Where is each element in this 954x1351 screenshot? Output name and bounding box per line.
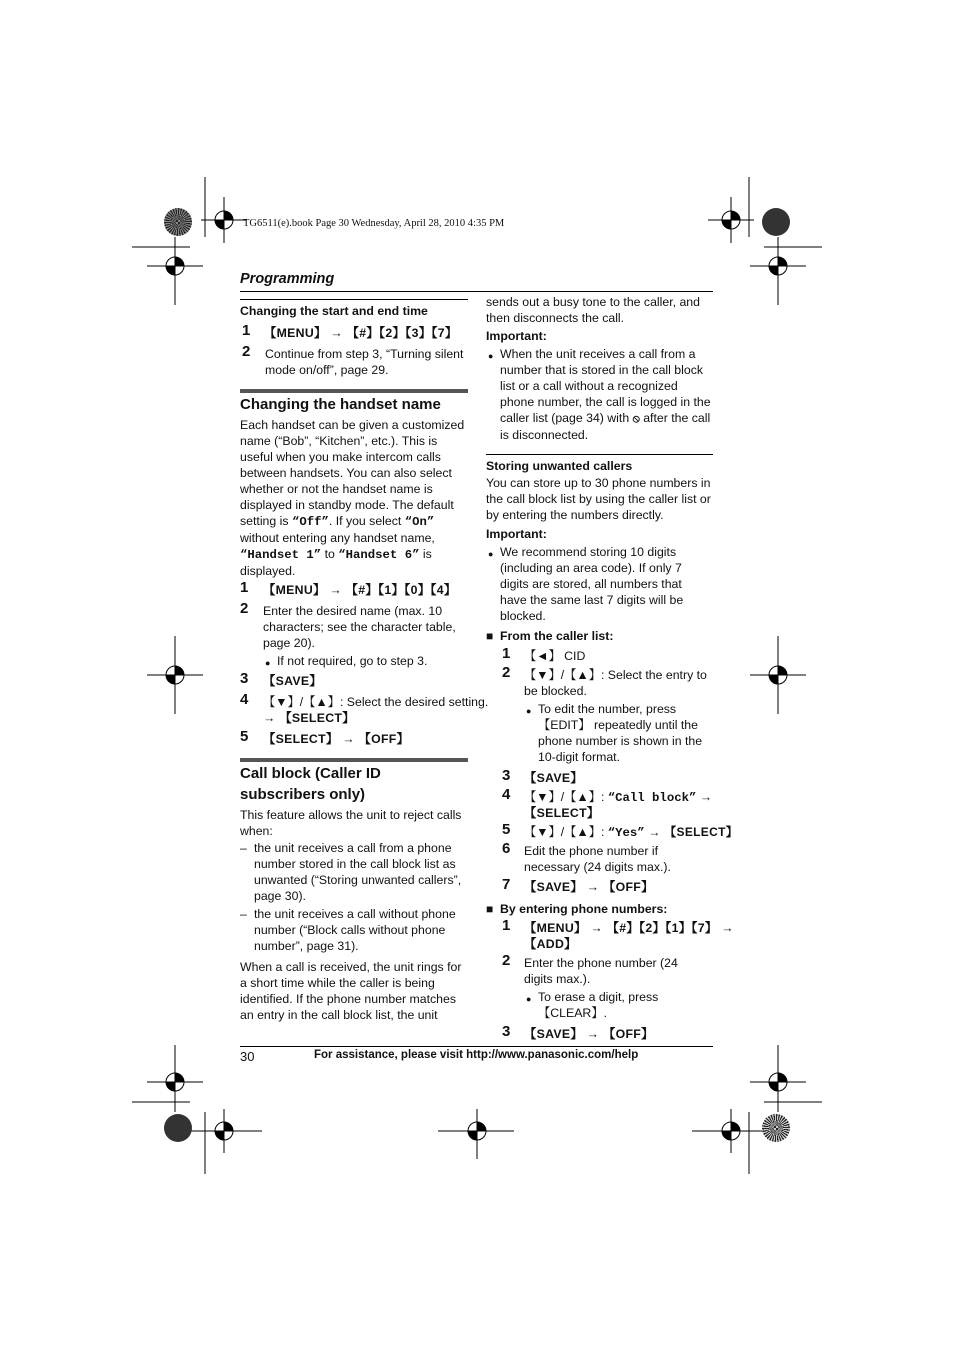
call-block-intro: This feature allows the unit to reject calls when:: [240, 808, 462, 838]
print-header: TG6511(e).book Page 30 Wednesday, April 28, 2010 4:35 PM: [243, 218, 505, 229]
subsection-title: Storing unwanted callers: [486, 459, 633, 473]
square-bullet-icon: ■: [486, 902, 494, 916]
footer-rule: [240, 1046, 713, 1047]
step-number: 7: [502, 876, 511, 893]
step-number: 4: [502, 786, 511, 803]
registration-mark-icon: [164, 1114, 192, 1142]
step-bullet: ● If not required, go to step 3.: [277, 653, 427, 669]
step-number: 1: [502, 645, 511, 662]
step-text: Enter the desired name (max. 10 characters; see the character table, page 20).: [263, 604, 456, 650]
square-bullet-icon: ■: [486, 629, 494, 643]
section-heading: subscribers only): [240, 786, 366, 803]
step-number: 1: [502, 917, 511, 934]
step-text: 【SAVE】: [263, 674, 322, 688]
step-number: 2: [242, 343, 251, 360]
step-number: 4: [240, 691, 249, 708]
dash-item-text: the unit receives a call without phone number (“Block calls without phone number”, page 31).: [254, 907, 456, 953]
step-text: 【▼】/【▲】: Select the desired setting.: [263, 695, 489, 709]
step-text: 【◄】 CID: [524, 649, 586, 663]
step-text: Edit the phone number if necessary (24 digits max.).: [524, 844, 671, 874]
handset-name-description: Each handset can be given a customized name (“Bob”, “Kitchen”, etc.). This is useful when you make intercom calls between handsets. You can also select whether or not the handset name is displayed in standby mode. The default setting is “Off”. If you select “On” without entering any handset name, “Handset 1” to “Handset 6” is displayed.: [240, 418, 465, 578]
step-text: 【SELECT】 → 【OFF】: [263, 732, 410, 746]
section-bar: [240, 389, 468, 393]
step-text: 【SAVE】: [524, 771, 583, 785]
section-bar: [240, 758, 468, 762]
step-number: 3: [502, 767, 511, 784]
step-number: 5: [240, 728, 249, 745]
dash-item-text: the unit receives a call from a phone number stored in the call block list as unwanted (“Storing unwanted callers”, page 30).: [254, 841, 462, 903]
important-bullet: ● We recommend storing 10 digits (including an area code). If only 7 digits are stored, all numbers that have the same last 7 digits will be blocked.: [500, 544, 695, 624]
step-bullet: ● To erase a digit, press 【CLEAR】.: [538, 989, 678, 1021]
important-bullet: ● When the unit receives a call from a number that is stored in the call block list or a call without a recognized phone number, the call is logged in the caller list (page 34) with ⦸ after the call is disconnected.: [500, 346, 713, 443]
section-heading: Changing the handset name: [240, 396, 441, 413]
step-text: → 【SELECT】: [263, 711, 355, 725]
step-number: 6: [502, 840, 511, 857]
step-text: 【SELECT】: [524, 806, 600, 820]
subsection-rule: [486, 454, 713, 455]
step-number: 5: [502, 821, 511, 838]
step-text: 【▼】/【▲】: “Yes” → 【SELECT】: [524, 825, 738, 840]
step-text: Enter the phone number (24 digits max.).: [524, 956, 678, 986]
step-number: 2: [240, 600, 249, 617]
step-text: 【SAVE】 → 【OFF】: [524, 880, 654, 894]
registration-mark-icon: [762, 1114, 790, 1142]
continued-text: sends out a busy tone to the caller, and then disconnects the call.: [486, 295, 700, 325]
step-text: 【MENU】 → 【#】【1】【0】【4】: [263, 583, 457, 597]
step-number: 1: [242, 322, 251, 339]
method-heading: From the caller list:: [500, 629, 614, 643]
dash-item: –: [240, 841, 247, 855]
step-text: 【▼】/【▲】: Select the entry to be blocked.: [524, 668, 707, 698]
section-label: Programming: [240, 271, 335, 287]
important-label: Important:: [486, 527, 547, 541]
step-number: 3: [502, 1023, 511, 1040]
storing-description: You can store up to 30 phone numbers in the call block list by using the caller list or by entering the numbers directly.: [486, 476, 711, 522]
header-rule: [240, 291, 713, 292]
call-block-paragraph: When a call is received, the unit rings for a short time while the caller is being identified. If the phone number matches an entry in the call block list, the unit: [240, 960, 462, 1022]
step-text: 【MENU】 → 【#】【2】【1】【7】 →: [524, 921, 734, 935]
important-label: Important:: [486, 329, 547, 343]
subsection-rule: [240, 299, 468, 300]
step-number: 2: [502, 952, 511, 969]
step-number: 1: [240, 579, 249, 596]
registration-mark-icon: [762, 208, 790, 236]
step-text: 【MENU】 → 【#】【2】【3】【7】: [264, 326, 458, 340]
call-block-icon: ⦸: [632, 413, 640, 425]
help-link[interactable]: For assistance, please visit http://www.panasonic.com/help: [314, 1049, 639, 1061]
page-number: 30: [240, 1049, 255, 1064]
section-heading: Call block (Caller ID: [240, 765, 381, 782]
step-bullet: ● To edit the number, press 【EDIT】 repeatedly until the phone number is shown in the 10-digit format.: [538, 701, 713, 765]
step-text: 【ADD】: [524, 937, 577, 951]
method-heading: By entering phone numbers:: [500, 902, 668, 916]
registration-mark-icon: [164, 208, 192, 236]
step-number: 2: [502, 664, 511, 681]
subsection-title: Changing the start and end time: [240, 304, 428, 318]
step-number: 3: [240, 670, 249, 687]
dash-item: –: [240, 907, 247, 921]
step-text: 【SAVE】 → 【OFF】: [524, 1027, 654, 1041]
step-text: 【▼】/【▲】: “Call block” →: [524, 790, 713, 805]
step-text: Continue from step 3, “Turning silent mode on/off”, page 29.: [265, 347, 464, 377]
